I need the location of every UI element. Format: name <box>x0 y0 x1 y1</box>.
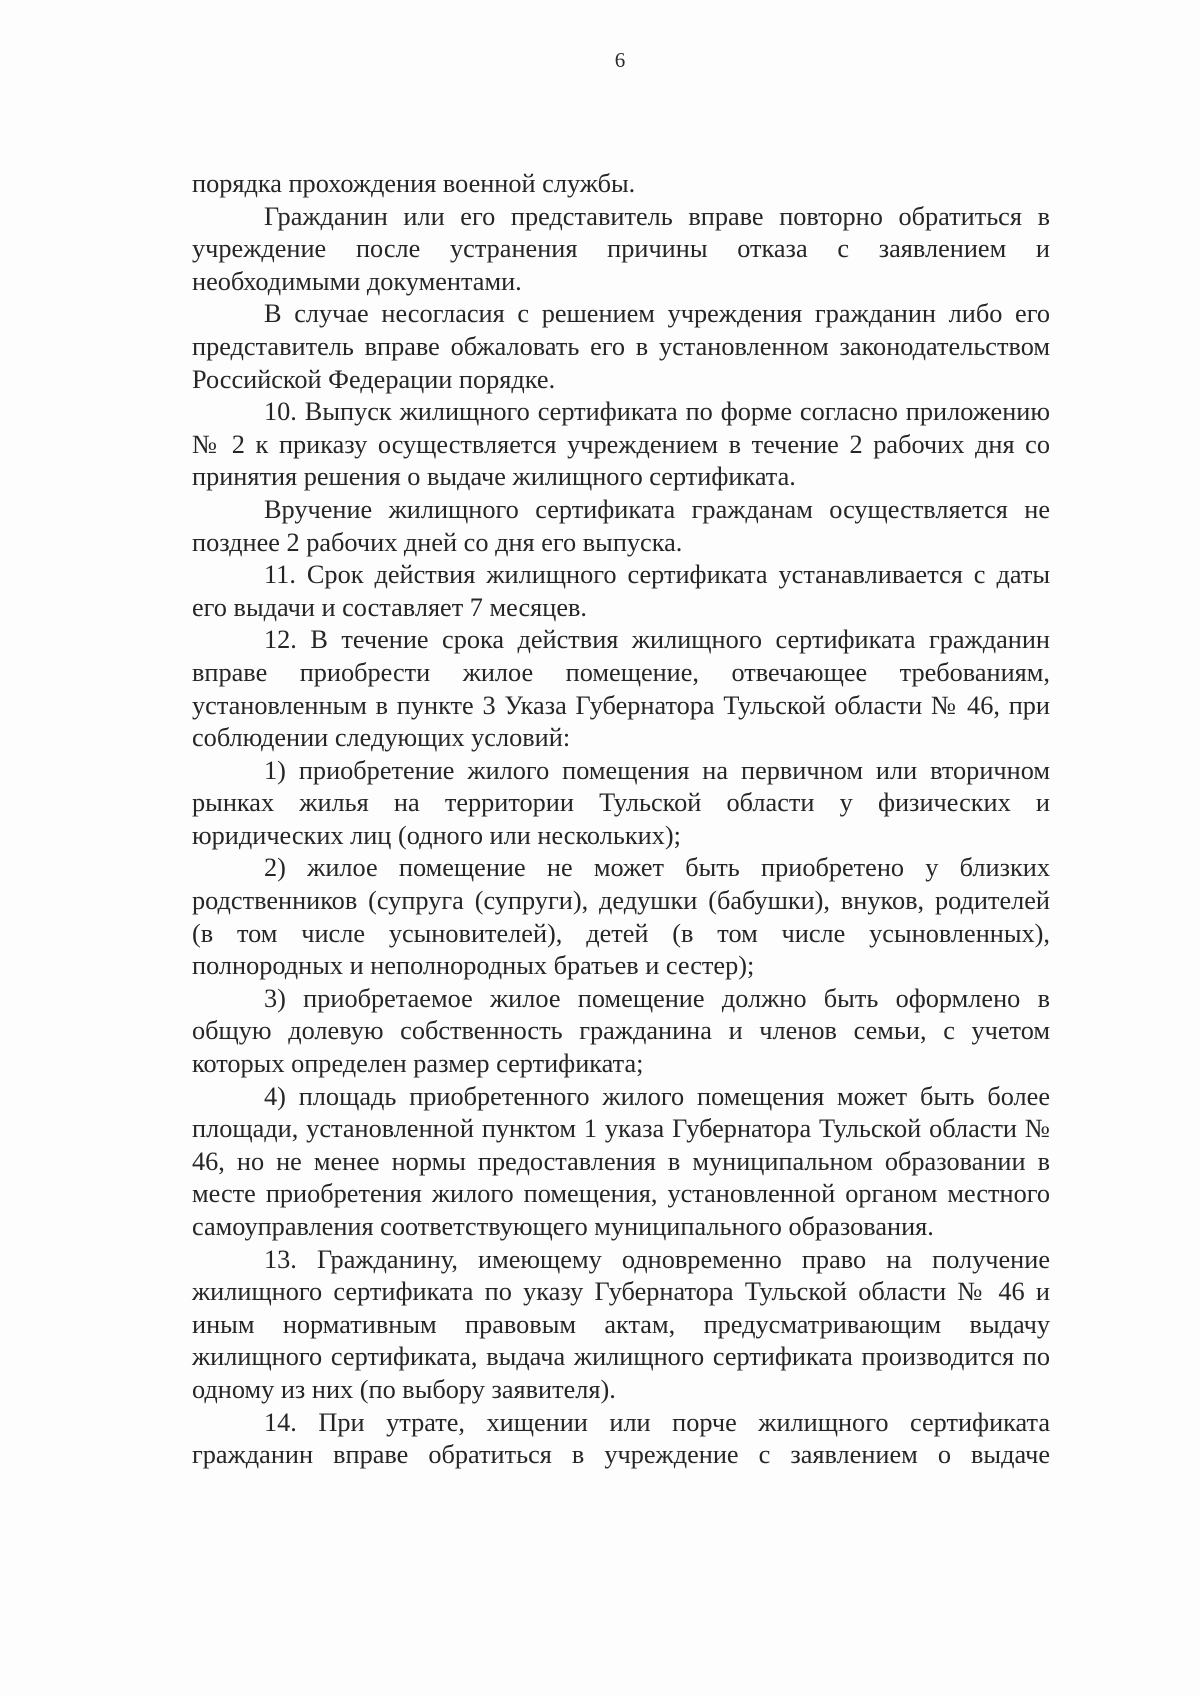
page-number: 6 <box>614 48 626 72</box>
paragraph-handover: Вручение жилищного сертификата гражданам осуществляется не позднее 2 рабочих дней со дня его выпуска. <box>192 494 1050 557</box>
paragraph-condition-4: 4) площадь приобретенного жилого помещения может быть более площади, установленной пунктом 1 указа Губернатора Тульской области № 46, но не менее нормы предоставления в муниципальном образовании в месте приобретения жилого помещения, установленной органом местного самоуправления соответствующего муниципального образования. <box>192 1081 1050 1241</box>
paragraph-item-14: 14. При утрате, хищении или порче жилищного сертификата гражданин вправе обратиться в учреждение с заявлением о выдаче <box>192 1407 1050 1470</box>
paragraph-item-11: 11. Срок действия жилищного сертификата устанавливается с даты его выдачи и составляет 7 месяцев. <box>192 560 1050 622</box>
paragraph-condition-3: 3) приобретаемое жилое помещение должно быть оформлено в общую долевую собственность гражданина и членов семьи, с учетом которых определен размер сертификата; <box>192 983 1050 1079</box>
paragraph-item-12: 12. В течение срока действия жилищного сертификата гражданин вправе приобрести жилое помещение, отвечающее требованиям, установленным в пункте 3 Указа Губернатора Тульской области № 46, при соблюдении следующих условий: <box>192 625 1050 753</box>
paragraph-appeal: В случае несогласия с решением учреждения гражданин либо его представитель вправе обжаловать его в установленном законодательством Российской Федерации порядке. <box>192 299 1050 394</box>
paragraph-continuation: порядка прохождения военной службы. <box>192 169 636 198</box>
paragraph-condition-2: 2) жилое помещение не может быть приобретено у близких родственников (супруга (супруги), дедушки (бабушки), внуков, родителей (в том числе усыновителей), детей (в том числе усыновленных), полнородных и неполнородных братьев и сестер); <box>192 853 1050 981</box>
paragraph-condition-1: 1) приобретение жилого помещения на первичном или вторичном рынках жилья на территории Тульской области у физических и юридических лиц (одного или нескольких); <box>192 755 1050 850</box>
paragraph-item-10: 10. Выпуск жилищного сертификата по форме согласно приложению № 2 к приказу осуществляется учреждением в течение 2 рабочих дня со принятия решения о выдаче жилищного сертификата. <box>192 397 1050 492</box>
document-body <box>192 168 1050 1472</box>
paragraph-item-13: 13. Гражданину, имеющему одновременно право на получение жилищного сертификата по указу Губернатора Тульской области № 46 и иным нормативным правовым актам, предусматривающим выдачу жилищного сертификата, выдача жилищного сертификата производится по одному из них (по выбору заявителя). <box>192 1244 1050 1404</box>
paragraph-reapply: Гражданин или его представитель вправе повторно обратиться в учреждение после устранения причины отказа с заявлением и необходимыми документами. <box>192 201 1050 296</box>
